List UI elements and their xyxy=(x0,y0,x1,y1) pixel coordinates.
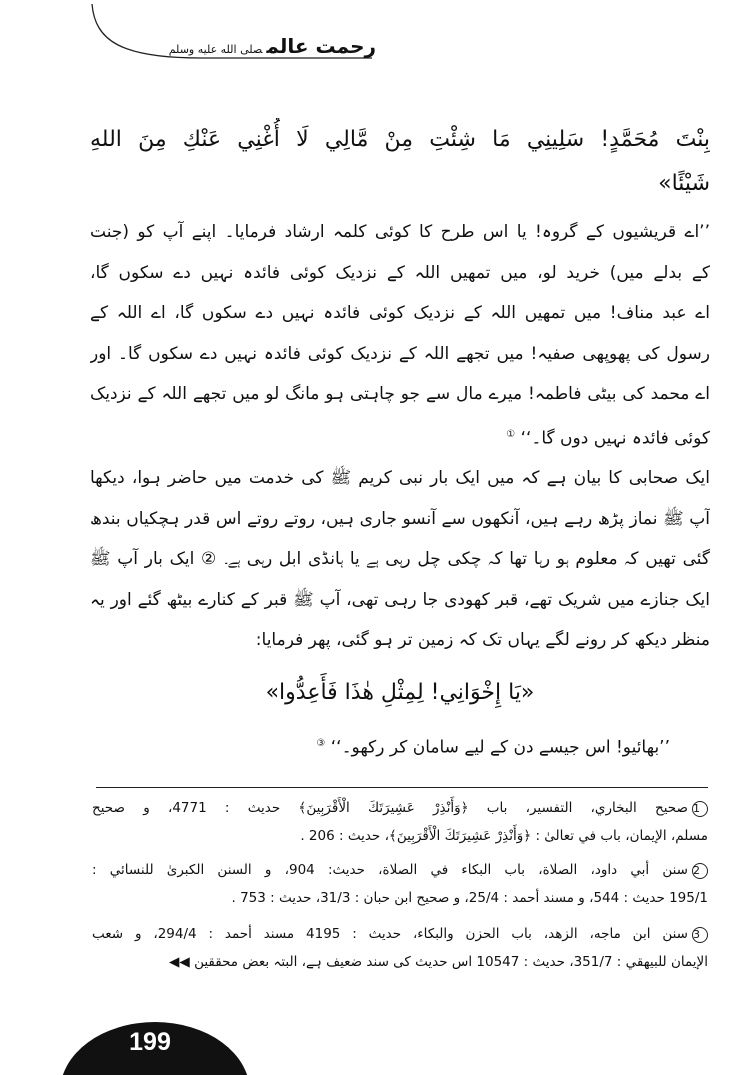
translation-paragraph xyxy=(90,212,710,459)
arabic-hadith: «يَا إِخْوَانِي! لِمِثْلِ هٰذَا فَأَعِدُّوا» xyxy=(265,680,535,705)
paragraph-line: ’’اے قریشیوں کے گروہ! یا اس طرح کا کوئی کلمہ ارشاد فرمایا۔ اپنے آپ کو (جنت xyxy=(90,222,710,242)
salutation: صلى الله عليه وسلم xyxy=(168,43,263,56)
arabic-quote-line: بِنْتَ مُحَمَّدٍ! سَلِينِي مَا شِئْتِ مِنْ مَّالِي لَا أُغْنِي عَنْكِ مِنَ اللهِ xyxy=(90,127,710,152)
arabic-quote-line: شَيْئًا» xyxy=(658,171,710,196)
narration-paragraph xyxy=(90,458,710,661)
footnote-3 xyxy=(92,920,708,976)
paragraph-line: کے بدلے میں) خرید لو، میں تمھیں اللہ کے نزدیک کوئی فائدہ نہیں دے سکوں گا، xyxy=(90,262,710,283)
hadith-translation xyxy=(90,724,710,768)
paragraph-line: ایک جنازے میں شریک تھے، قبر کھودی جا رہی تھی، آپ ﷺ قبر کے کنارے بیٹھ گئے اور یہ xyxy=(90,589,710,610)
paragraph-line: اے عبد مناف! میں تمھیں اللہ کے نزدیک کوئی فائدہ نہیں دے سکوں گا، اے اللہ کے xyxy=(90,303,710,323)
running-head xyxy=(168,34,376,58)
book-title: رحمت عالم xyxy=(266,34,376,58)
paragraph-line-text: ’’بھائیو! اس جیسے دن کے لیے سامان کر رکھو۔‘‘ xyxy=(330,737,670,758)
footnote-divider xyxy=(96,787,708,788)
footnote-line: مسلم، الإيمان، باب في تعالىٰ : ﴿وَأَنْذِرْ عَشِيرَتَكَ الْأَقْرَبِينَ﴾، حديث : 206 . xyxy=(300,828,708,844)
footnote-text: سنن ابن ماجه، الزهد، باب الحزن والبكاء، حديث : 4195 مسند أحمد : 294/4، و شعب xyxy=(92,926,688,942)
arabic-quote xyxy=(90,118,710,206)
paragraph-line: رسول کی پھوپھی صفیہ! میں تجھے اللہ کے نزدیک کوئی فائدہ نہیں دے سکوں گا۔ اور xyxy=(90,343,710,364)
footnote-number: 3 xyxy=(692,927,708,943)
paragraph-line: ایک صحابی کا بیان ہے کہ میں ایک بار نبی کریم ﷺ کی خدمت میں حاضر ہوا، دیکھا xyxy=(90,468,710,488)
page-number: 199 xyxy=(129,1028,171,1056)
footnote-number: 2 xyxy=(692,863,708,879)
footnote-line xyxy=(92,920,708,948)
footnote-line xyxy=(92,794,708,822)
footnote-ref: ① xyxy=(506,428,516,440)
footnote-2 xyxy=(92,856,708,912)
paragraph-line: گئی تھیں کہ معلوم ہو رہا تھا کہ چکی چل رہی ہے یا ہانڈی ابل رہی ہے۔ ② ایک بار آپ ﷺ xyxy=(90,549,710,569)
paragraph-line-text: کوئی فائدہ نہیں دوں گا۔‘‘ xyxy=(520,428,710,449)
paragraph-line: منظر دیکھ کر رونے لگے یہاں تک کہ زمین تر ہو گئی، پھر فرمایا: xyxy=(255,630,710,650)
footnote-text: سنن أبي داود، الصلاة، باب البكاء في الصلاة، حديث: 904، و السنن الكبرىٰ للنسائي : xyxy=(92,862,688,878)
paragraph-line xyxy=(90,724,710,768)
footnote-line: الإيمان للبيهقي : 351/7، حديث : 10547 اس حدیث کی سند ضعیف ہے، البتہ بعض محققین ◀◀ xyxy=(169,954,708,970)
footnote-text: صحيح البخاري، التفسير، باب ﴿وَأَنْذِرْ عَشِيرَتَكَ الْأَقْرَبِينَ﴾ حديث : 4771، و صحيح xyxy=(92,800,688,816)
footnote-line: 195/1 حديث : 544، و مسند أحمد : 25/4، و صحيح ابن حبان : 31/3، حديث : 753 . xyxy=(231,890,708,906)
footnote-line xyxy=(92,856,708,884)
paragraph-line: اے محمد کی بیٹی فاطمہ! میرے مال سے جو چاہتی ہو مانگ لو میں تجھے اللہ کے نزدیک xyxy=(90,384,710,404)
paragraph-line: آپ ﷺ نماز پڑھ رہے ہیں، آنکھوں سے آنسو جاری ہیں، روتے روتے اس قدر ہچکیاں بندھ xyxy=(90,508,710,529)
footnote-ref: ③ xyxy=(316,738,326,749)
footnote-number: 1 xyxy=(692,801,708,817)
footnote-1 xyxy=(92,794,708,850)
paragraph-line xyxy=(90,415,710,459)
